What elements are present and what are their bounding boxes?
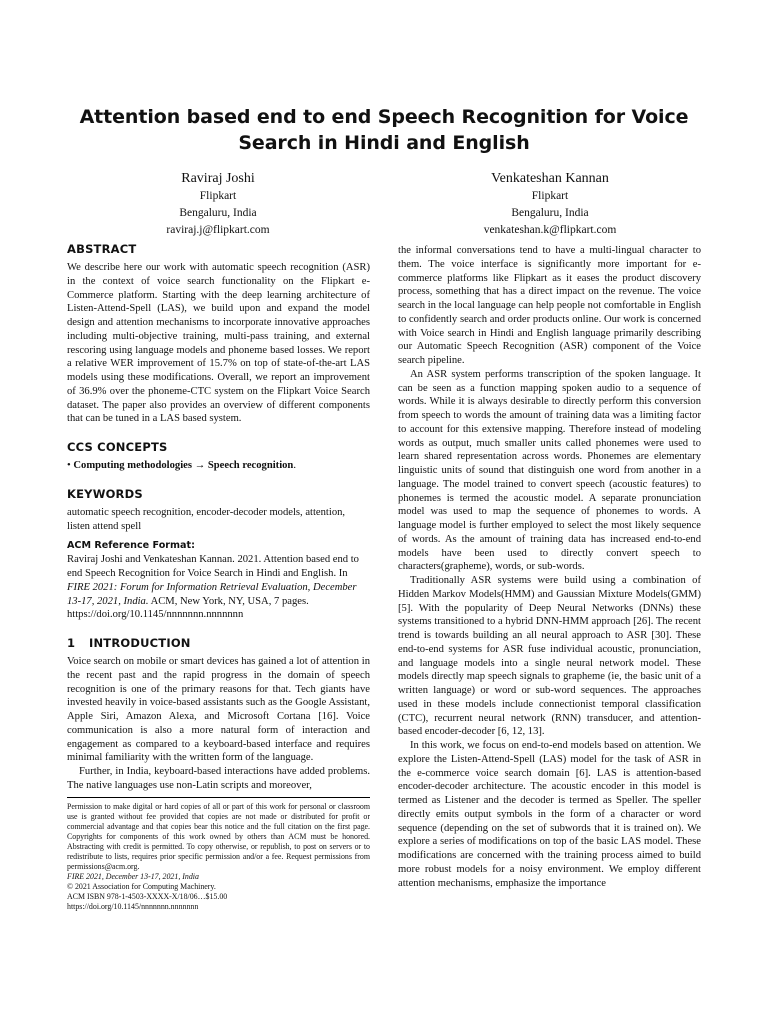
paper-title: Attention based end to end Speech Recognition for Voice Search in Hindi and English xyxy=(79,106,689,154)
reference-prefix: Raviraj Joshi and Venkateshan Kannan. 2021. Attention based end to end Speech Recognition for Voice Search in Hindi and English. In xyxy=(67,554,359,579)
isbn-line: ACM ISBN 978-1-4503-XXXX-X/18/06…$15.00 xyxy=(67,892,228,901)
right-column xyxy=(398,244,701,890)
reference-venue: FIRE 2021: Forum for Information Retrieval Evaluation, December 13-17, 2021, India. xyxy=(67,581,357,607)
body-paragraph: the informal conversations tend to have a multi-lingual character to them. The voice interface is significantly more important for e-commerce platforms like Flipkart as it eases the product discovery process, something that has a direct impact on the revenue. The voice search in the local language can help people not comfortable in English to confidently search and order products online. Our work is concerned with Voice search in Hindi and English language primarily describing our Automatic Speech Recognition (ASR) component of the Voice search pipeline. xyxy=(398,245,701,366)
ccs-bullet: • xyxy=(67,460,71,471)
author-card xyxy=(400,170,700,239)
abstract-heading: ABSTRACT xyxy=(67,242,137,256)
intro-paragraph: Voice search on mobile or smart devices has gained a lot of attention in the recent past and the rapid progress in the domain of speech recognition is one of the primary reasons for that. Tech giants have invested heavily in voice-based assistants such as the Google Assistant, Apple Siri, Amazon Alexa, and Microsoft Cortana [16]. Voice communication is also a more natural form of interaction and engagement as compared to a keyboard-based interface and requires minimal familiarity with the written form of the language. xyxy=(67,656,370,764)
abstract-text: We describe here our work with automatic speech recognition (ASR) in the context of voice search functionality on the Flipkart e-Commerce platform. Starting with the deep learning architecture of Listen-Attend-Spell (LAS), we build upon and expand the model design and attention mechanisms to incorporate innovative approaches including multi-objective training, multi-pass training, and external rescoring using language models and phoneme based losses. We report a relative WER improvement of 15.7% on top of state-of-the-art LAS models using these modifications. Overall, we report an improvement of 36.9% over the phoneme-CTC system on the Flipkart Voice Search dataset. The paper also provides an overview of different components that can be tuned in a LAS based system. xyxy=(67,262,370,425)
ccs-concepts xyxy=(67,459,370,473)
copyright-line: © 2021 Association for Computing Machinery. xyxy=(67,882,216,891)
author-affiliation: Flipkart xyxy=(199,190,237,202)
doi-line: https://doi.org/10.1145/nnnnnnn.nnnnnnn xyxy=(67,902,199,911)
introduction-heading xyxy=(67,636,370,650)
author-name: Venkateshan Kannan xyxy=(491,171,609,186)
reference-suffix: ACM, New York, NY, USA, 7 pages. https://doi.org/10.1145/nnnnnnn.nnnnnnn xyxy=(67,595,309,621)
author-card xyxy=(68,170,368,239)
conference-line: FIRE 2021, December 13-17, 2021, India xyxy=(67,872,199,881)
keywords-heading: KEYWORDS xyxy=(67,486,143,501)
author-name: Raviraj Joshi xyxy=(181,171,255,186)
section-number: 1 xyxy=(67,636,76,650)
keywords-text: automatic speech recognition, encoder-decoder models, attention, listen attend spell xyxy=(67,506,346,532)
permission-notice: Permission to make digital or hard copies of all or part of this work for personal or classroom use is granted without fee provided that copies are not made or distributed for profit or commercial advantage and that copies bear this notice and the full citation on the first page. Copyrights for components of this work owned by others than ACM must be honored. Abstracting with credit is permitted. To copy otherwise, or republish, to post on servers or to redistribute to lists, requires prior specific permission and/or a fee. Request permissions from permissions@acm.org. xyxy=(67,802,370,871)
author-affiliation: Flipkart xyxy=(531,190,569,202)
author-location: Bengaluru, India xyxy=(179,207,257,219)
copyright-footnote xyxy=(67,797,370,912)
body-paragraph: Traditionally ASR systems were build using a combination of Hidden Markov Models(HMM) and Gaussian Mixture Models(GMM) [5]. With the popularity of Deep Neural Networks (DNNs) these systems transitioned to a hybrid DNN-HMM approach [26]. The recent trend is towards building an all neural approach to ASR [30]. These end-to-end systems for ASR fuse individual acoustic, pronunciation, and language models into a single neural network model. These models directly map speech signals to grapheme (ie, the basic unit of a written language) or word or sub-word sequences. The approaches used in these models include connectionist temporal classification (CTC), recurrent neural network (RNN) transducer, and attention-based encoder-decoder [6, 12, 13]. xyxy=(398,575,701,738)
section-title: INTRODUCTION xyxy=(89,636,191,650)
author-location: Bengaluru, India xyxy=(511,207,589,219)
intro-paragraph: Further, in India, keyboard-based interactions have added problems. The native languages use non-Latin scripts and moreover, xyxy=(67,766,370,791)
ccs-subconcept: Speech recognition xyxy=(207,460,294,471)
author-email: raviraj.j@flipkart.com xyxy=(166,224,270,236)
left-column xyxy=(67,240,370,793)
author-email: venkateshan.k@flipkart.com xyxy=(483,224,617,236)
ccs-heading: CCS CONCEPTS xyxy=(67,440,168,454)
reference-format-text xyxy=(67,553,370,622)
ccs-arrow: → xyxy=(194,460,206,471)
body-paragraph: An ASR system performs transcription of the spoken language. It can be seen as a function mapping spoken audio to a sequence of words. While it is always desirable to directly perform this conversion from speech to words the amount of training data was a limiting factor to account for this extensive mapping. Therefore instead of modeling words as output, much smaller units called phonemes were used to learn shared representation across words. Phonemes are elementary linguistic units of sound that distinguish one word from another in a language. The model trained to convert speech (acoustic features) to phonemes is termed the acoustic model. A separate pronunciation model was used to map the sequence of phonemes to words. A language model is further employed to select the most likely sequence of words. As the amount of training data has increased end-to-end models have been used to directly convert speech to characters(grapheme), words, or sub-words. xyxy=(398,368,701,573)
body-paragraph: In this work, we focus on end-to-end models based on attention. We explore the Listen-Attend-Spell (LAS) model for the task of ASR in the e-commerce voice search domain [6]. LAS is attention-based encoder-decoder architecture. The acoustic encoder in this model is termed as Listener and the decoder is termed as Speller. The speller directly emits output symbols in the form of a character or word sequence (depending on the set of subwords that it is trained on). We explore a series of modifications on top of the basic LAS model. These modifications are concerned with the training process aimed to build more robust models for a noisy environment. We employ different attention mechanisms, emphasize the importance xyxy=(398,740,701,889)
ccs-end: . xyxy=(293,460,296,471)
ccs-concept: Computing methodologies xyxy=(73,460,192,471)
author-block xyxy=(68,170,700,239)
reference-format-heading: ACM Reference Format: xyxy=(67,540,195,552)
